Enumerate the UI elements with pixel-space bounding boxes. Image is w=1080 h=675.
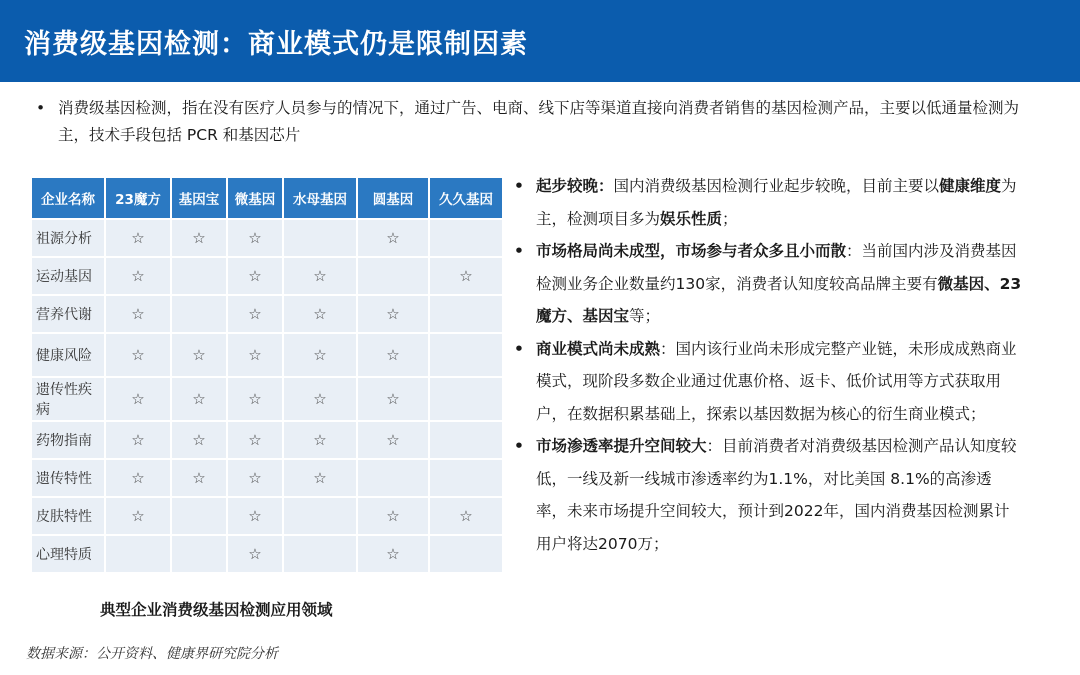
star-icon: ☆ [106,334,170,376]
header-cell: 基因宝 [172,178,226,218]
star-icon: ☆ [430,258,502,294]
empty-cell [430,460,502,496]
empty-cell [430,220,502,256]
star-icon: ☆ [284,296,356,332]
header-cell: 微基因 [228,178,282,218]
star-icon: ☆ [106,296,170,332]
star-icon: ☆ [228,498,282,534]
empty-cell [430,536,502,572]
table-row [32,422,502,458]
star-icon: ☆ [228,220,282,256]
intro-bullet: • [36,99,46,117]
star-icon: ☆ [284,460,356,496]
header-cell: 圆基因 [358,178,428,218]
star-icon: ☆ [284,378,356,420]
header-cell: 久久基因 [430,178,502,218]
empty-cell [358,460,428,496]
data-source: 数据来源：公开资料、健康界研究院分析 [26,646,278,662]
table-row [32,296,502,332]
star-icon: ☆ [172,460,226,496]
page-title: 消费级基因检测：商业模式仍是限制因素 [24,28,528,60]
table-header-row [32,178,502,218]
star-icon: ☆ [284,422,356,458]
empty-cell [430,378,502,420]
star-icon: ☆ [228,258,282,294]
key-points-list [512,170,1022,560]
empty-cell [172,258,226,294]
star-icon: ☆ [106,258,170,294]
row-label: 健康风险 [32,334,104,376]
title-bar [0,0,1080,82]
point-text: 等； [629,307,661,325]
key-point [512,170,1022,235]
star-icon: ☆ [106,220,170,256]
emphasis-text: 微基因、23 魔方、基因宝 [536,274,1022,325]
star-icon: ☆ [172,378,226,420]
star-icon: ☆ [228,460,282,496]
row-label: 祖源分析 [32,220,104,256]
point-text: ； [722,209,738,228]
emphasis-text: 市场格局尚未成型，市场参与者众多且小而散 [536,242,847,260]
star-icon: ☆ [358,334,428,376]
star-icon: ☆ [106,422,170,458]
key-point [512,235,1022,333]
row-label: 运动基因 [32,258,104,294]
empty-cell [358,258,428,294]
star-icon: ☆ [228,378,282,420]
star-icon: ☆ [358,422,428,458]
star-icon: ☆ [358,220,428,256]
empty-cell [430,334,502,376]
empty-cell [284,220,356,256]
header-cell: 企业名称 [32,178,104,218]
emphasis-text: 市场渗透率提升空间较大 [536,437,707,455]
emphasis-text: 娱乐性质 [660,209,723,228]
star-icon: ☆ [358,498,428,534]
bullet-dot: • [514,177,524,195]
empty-cell [172,536,226,572]
empty-cell [172,498,226,534]
empty-cell [430,422,502,458]
row-label: 营养代谢 [32,296,104,332]
application-table [30,176,504,574]
table-row [32,378,502,420]
row-label: 遗传特性 [32,460,104,496]
star-icon: ☆ [358,378,428,420]
bullet-dot: • [514,437,524,455]
header-cell: 水母基因 [284,178,356,218]
star-icon: ☆ [228,422,282,458]
emphasis-text: 健康维度 [939,177,1002,195]
intro-paragraph [36,95,1046,149]
table-caption: 典型企业消费级基因检测应用领域 [100,601,333,619]
star-icon: ☆ [228,536,282,572]
star-icon: ☆ [106,378,170,420]
table-row [32,220,502,256]
row-label: 遗传性疾病 [32,378,104,420]
empty-cell [172,296,226,332]
star-icon: ☆ [228,296,282,332]
table-row [32,334,502,376]
row-label: 皮肤特性 [32,498,104,534]
star-icon: ☆ [172,334,226,376]
emphasis-text: 商业模式尚未成熟 [536,339,661,358]
star-icon: ☆ [106,498,170,534]
key-point [512,333,1022,431]
table-row [32,498,502,534]
empty-cell [430,296,502,332]
point-text: 为主，检测项目多为 [536,177,1017,228]
point-text: 国内消费级基因检测行业起步较晚，目前主要以 [613,177,940,195]
point-text: ：国内该行业尚未形成完整产业链，未形成成熟商业模式，现阶段多数企业通过优惠价格、返卡、低价试用等方式获取用户，在数据积累基础上，探索以基因数据为核心的衍生商业模式； [536,339,1017,423]
empty-cell [284,498,356,534]
star-icon: ☆ [430,498,502,534]
star-icon: ☆ [228,334,282,376]
point-text: ：当前国内涉及消费基因检测业务企业数量约130家，消费者认知度较高品牌主要有 [536,242,1017,293]
star-icon: ☆ [106,460,170,496]
point-text: ：目前消费者对消费级基因检测产品认知度较低，一线及新一线城市渗透率约为1.1%，对比美国 8.1%的高渗透率，未来市场提升空间较大，预计到2022年，国内消费基因检测累计用户将达2070万； [536,437,1017,553]
star-icon: ☆ [172,220,226,256]
star-icon: ☆ [172,422,226,458]
table-row [32,460,502,496]
star-icon: ☆ [358,296,428,332]
row-label: 心理特质 [32,536,104,572]
intro-text: 消费级基因检测，指在没有医疗人员参与的情况下，通过广告、电商、线下店等渠道直接向消费者销售的基因检测产品，主要以低通量检测为主，技术手段包括 PCR 和基因芯片 [58,99,1020,144]
empty-cell [106,536,170,572]
emphasis-text: 起步较晚： [536,177,614,195]
header-cell: 23魔方 [106,178,170,218]
table-row [32,536,502,572]
key-point [512,430,1022,560]
table-row [32,258,502,294]
empty-cell [284,536,356,572]
star-icon: ☆ [358,536,428,572]
star-icon: ☆ [284,258,356,294]
bullet-dot: • [514,242,524,260]
row-label: 药物指南 [32,422,104,458]
star-icon: ☆ [284,334,356,376]
bullet-dot: • [514,339,524,358]
